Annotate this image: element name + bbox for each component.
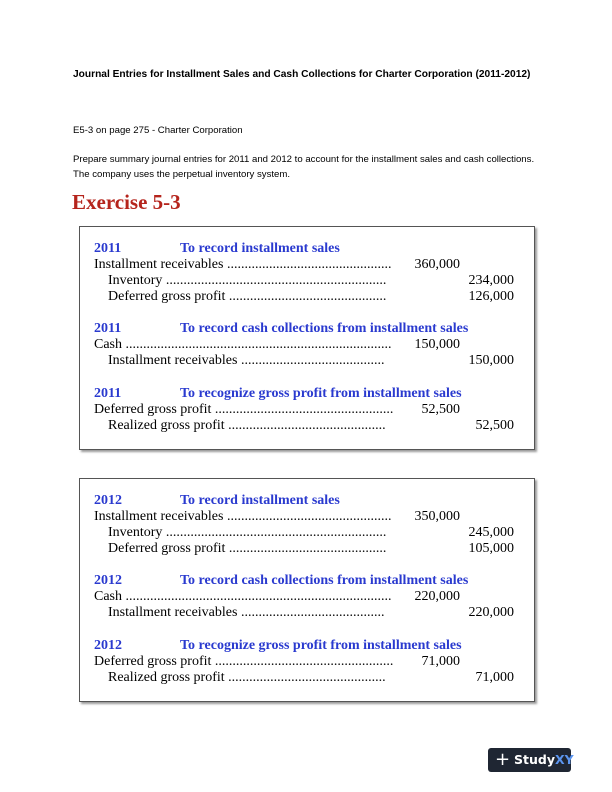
account-name: Deferred gross profit ............................................. [108,289,387,304]
entry-year: 2012 [94,573,122,588]
exercise-heading: Exercise 5-3 [72,190,181,214]
plus-icon: + [495,749,511,770]
entry-description: To record cash collections from installment sales [180,573,469,588]
debit-amount: 360,000 [414,257,460,272]
entry-year: 2012 [94,493,122,508]
account-name: Deferred gross profit ............................................. [108,541,387,556]
exercise-prompt: Prepare summary journal entries for 2011 and 2012 to account for the installment sales and cash collections. The company uses the perpetual inventory system. [73,154,535,180]
journal-box-2012 [79,478,535,702]
debit-amount: 350,000 [414,509,460,524]
credit-amount: 220,000 [468,605,514,620]
entry-description: To record installment sales [180,241,340,256]
account-name: Installment receivables ............................................... [94,257,392,272]
account-name: Realized gross profit ............................................. [108,418,386,433]
debit-amount: 71,000 [421,654,460,669]
entry-year: 2011 [94,386,122,401]
account-name: Installment receivables ......................................... [108,605,385,620]
account-name: Inventory ............................................................... [108,273,387,288]
brand-name [514,751,574,769]
credit-amount: 71,000 [475,670,514,685]
document-title: Journal Entries for Installment Sales and Cash Collections for Charter Corporation (2011-2012) [73,69,531,80]
brand-name-suffix: XY [554,752,574,767]
debit-amount: 52,500 [421,402,460,417]
entry-year: 2011 [94,321,122,336]
credit-amount: 150,000 [468,353,514,368]
entry-description: To record installment sales [180,493,340,508]
account-name: Cash ............................................................................ [94,589,392,604]
credit-amount: 234,000 [468,273,514,288]
studyxy-logo[interactable] [488,748,574,772]
entry-description: To recognize gross profit from installment sales [180,386,462,401]
account-name: Installment receivables ............................................... [94,509,392,524]
account-name: Installment receivables ......................................... [108,353,385,368]
entry-year: 2012 [94,638,122,653]
account-name: Deferred gross profit ................................................... [94,654,394,669]
credit-amount: 245,000 [468,525,514,540]
account-name: Cash ............................................................................ [94,337,392,352]
account-name: Realized gross profit ............................................. [108,670,386,685]
debit-amount: 150,000 [414,337,460,352]
entry-year: 2011 [94,241,122,256]
account-name: Inventory ............................................................... [108,525,387,540]
exercise-reference: E5-3 on page 275 - Charter Corporation [73,125,243,136]
credit-amount: 52,500 [475,418,514,433]
entry-description: To recognize gross profit from installment sales [180,638,462,653]
brand-name-prefix: Study [514,752,555,767]
entry-description: To record cash collections from installment sales [180,321,469,336]
credit-amount: 105,000 [468,541,514,556]
journal-box-2011 [79,226,535,450]
credit-amount: 126,000 [468,289,514,304]
debit-amount: 220,000 [414,589,460,604]
account-name: Deferred gross profit ................................................... [94,402,394,417]
